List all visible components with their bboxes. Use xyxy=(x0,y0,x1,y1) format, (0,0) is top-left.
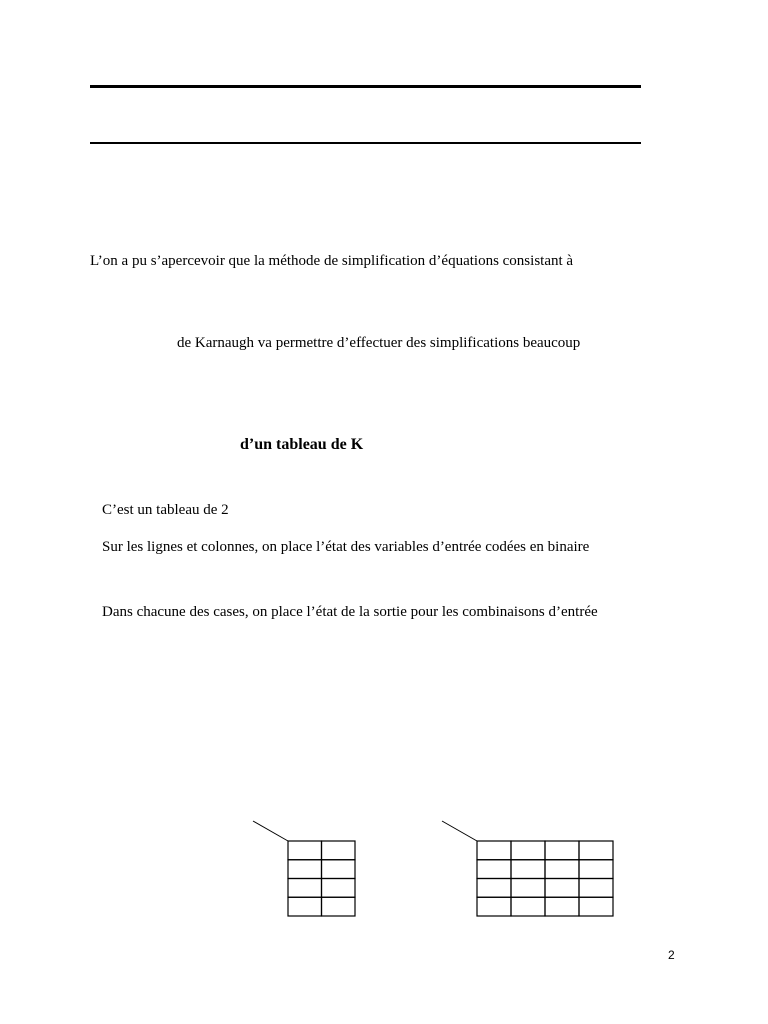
top-rule xyxy=(90,85,641,88)
right-table-cell xyxy=(579,860,613,879)
right-table-cell xyxy=(511,897,545,916)
right-table-cell xyxy=(477,841,511,860)
right-table-cell xyxy=(477,860,511,879)
left-table-cell xyxy=(288,897,322,916)
definition-line: C’est un tableau de 2 xyxy=(102,502,229,518)
left-table-cell xyxy=(322,897,356,916)
karnaugh-table-2x4 xyxy=(250,818,360,920)
right-table-cell xyxy=(579,897,613,916)
right-table-cell xyxy=(579,879,613,898)
right-table-cell xyxy=(477,897,511,916)
right-table-cell xyxy=(545,841,579,860)
left-table-diagonal-line xyxy=(253,821,288,841)
right-table-cell xyxy=(511,841,545,860)
left-table-cell xyxy=(288,860,322,879)
intro-paragraph: L’on a pu s’apercevoir que la méthode de simplification d’équations consistant à xyxy=(90,253,574,269)
karnaugh-paragraph: de Karnaugh va permettre d’effectuer des simplifications beaucoup xyxy=(177,335,581,351)
karnaugh-table-4x4-drawing xyxy=(439,818,619,920)
rows-columns-line: Sur les lignes et colonnes, on place l’état des variables d’entrée codées en binaire xyxy=(102,539,590,555)
karnaugh-table-2x4-drawing xyxy=(250,818,360,920)
right-table-cell xyxy=(511,860,545,879)
left-table-cell xyxy=(288,879,322,898)
right-table-cell xyxy=(511,879,545,898)
bottom-rule xyxy=(90,142,641,144)
page-number: 2 xyxy=(668,948,675,962)
left-table-cell xyxy=(322,879,356,898)
cells-line: Dans chacune des cases, on place l’état de la sortie pour les combinaisons d’entrée xyxy=(102,604,598,620)
karnaugh-table-4x4 xyxy=(439,818,619,920)
right-table-cell xyxy=(477,879,511,898)
left-table-cell xyxy=(322,841,356,860)
right-table-cell xyxy=(545,897,579,916)
section-heading: d’un tableau de K xyxy=(240,436,364,453)
right-table-cell xyxy=(545,860,579,879)
right-table-cell xyxy=(545,879,579,898)
right-table-diagonal-line xyxy=(442,821,477,841)
left-table-cell xyxy=(288,841,322,860)
right-table-cell xyxy=(579,841,613,860)
left-table-cell xyxy=(322,860,356,879)
